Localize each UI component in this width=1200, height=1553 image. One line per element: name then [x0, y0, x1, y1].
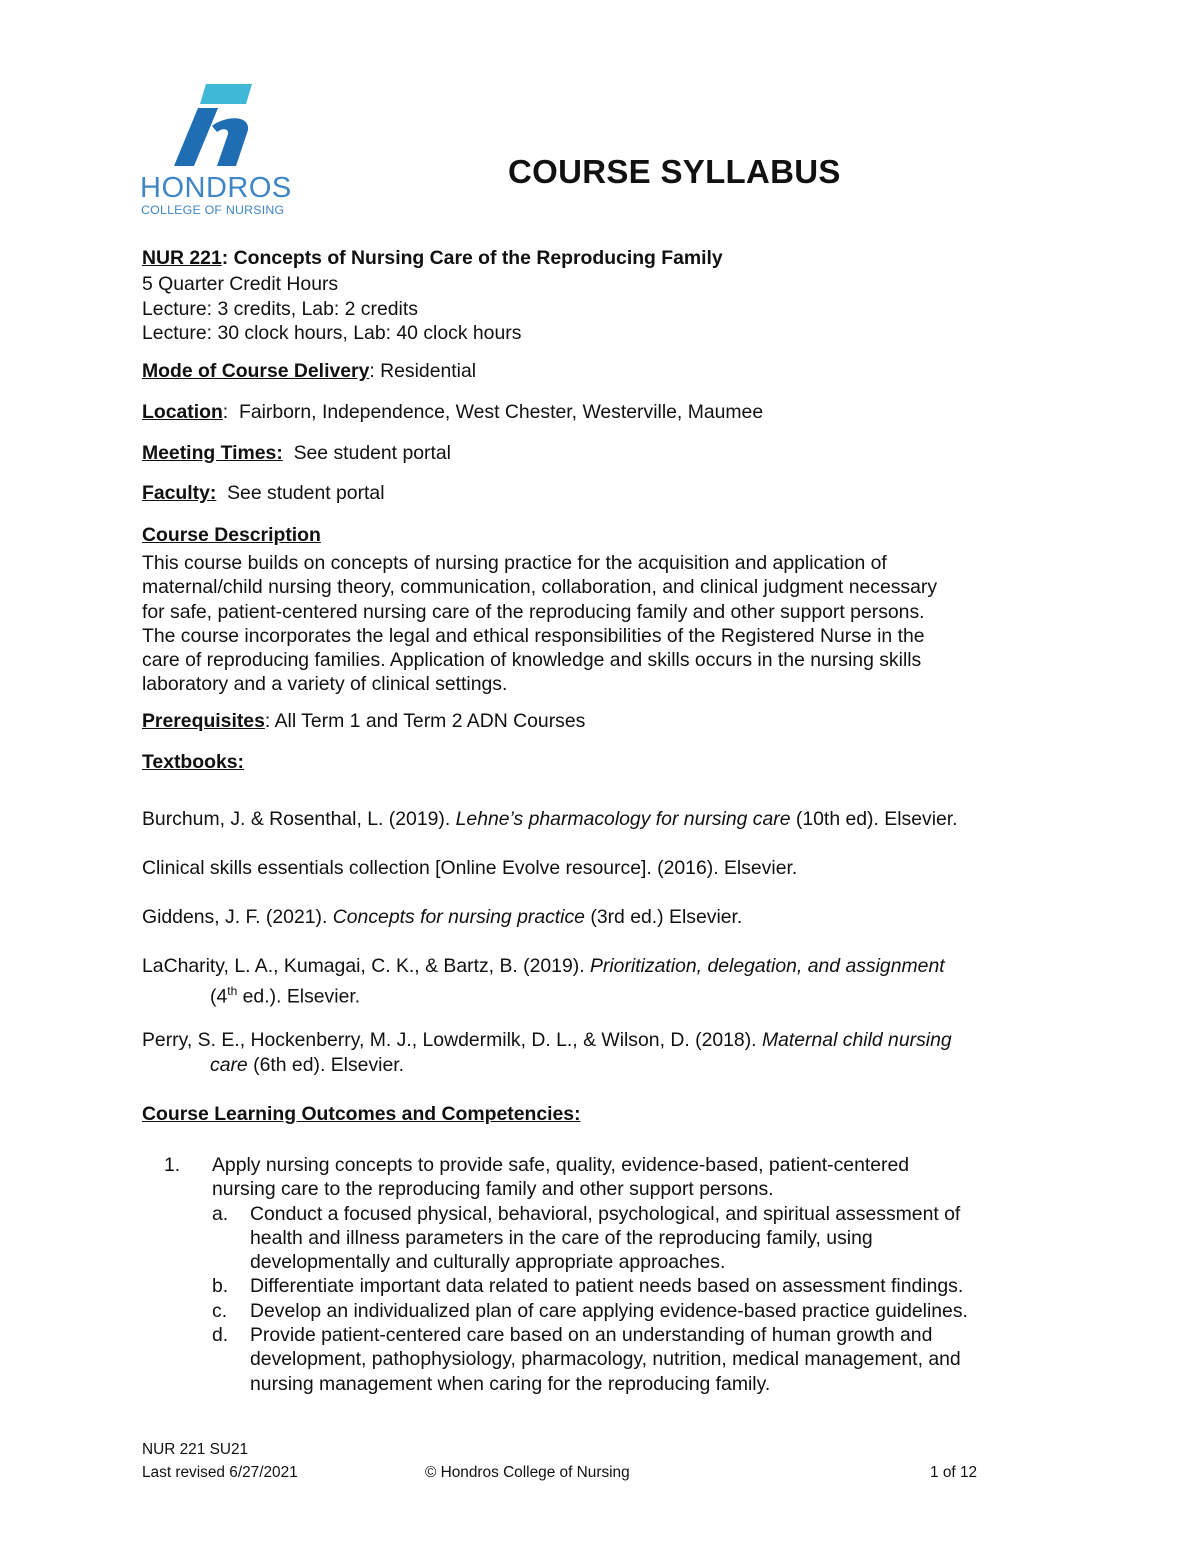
description-line: The course incorporates the legal and ethical responsibilities of the Registered Nurse in the: [142, 624, 925, 647]
hondros-logo: [140, 82, 292, 217]
prerequisites-label: Prerequisites: [142, 710, 265, 732]
hondros-h-logo-icon: [172, 82, 258, 168]
ref-publisher: (6th ed). Elsevier.: [247, 1053, 405, 1076]
location: [142, 401, 763, 424]
description-line: This course builds on concepts of nursing practice for the acquisition and application of: [142, 552, 887, 574]
description-line: laboratory and a variety of clinical settings.: [142, 673, 508, 696]
list-item: [142, 1323, 1102, 1396]
credits-split: Lecture: 3 credits, Lab: 2 credits: [142, 297, 418, 320]
ref-title: Concepts for nursing practice: [332, 906, 585, 928]
footer-course: NUR 221 SU21: [142, 1441, 249, 1458]
outcome-line: Apply nursing concepts to provide safe, quality, evidence-based, patient-centered: [212, 1154, 910, 1176]
meeting-value: See student portal: [293, 442, 451, 464]
competency-line: health and illness parameters in the care of the reproducing family, using: [250, 1226, 873, 1249]
ref-authors: Perry, S. E., Hockenberry, M. J., Lowdermilk, D. L., & Wilson, D. (2018).: [142, 1029, 762, 1051]
textbook-ref: [142, 954, 945, 1008]
ref-authors: LaCharity, L. A., Kumagai, C. K., & Bartz, B. (2019).: [142, 955, 590, 977]
competency-letter: b.: [212, 1275, 229, 1298]
faculty-label: Faculty:: [142, 482, 217, 504]
ref-title: Prioritization, delegation, and assignment: [589, 955, 945, 977]
clock-hours: Lecture: 30 clock hours, Lab: 40 clock hours: [142, 322, 522, 344]
location-sep: :: [222, 401, 239, 423]
prerequisites-value: All Term 1 and Term 2 ADN Courses: [274, 710, 586, 732]
competency-line: Develop an individualized plan of care applying evidence-based practice guidelines.: [250, 1299, 968, 1322]
description-line: maternal/child nursing theory, communication, collaboration, and clinical judgment necessary: [142, 576, 938, 599]
credits-block: [142, 272, 521, 346]
course-code: NUR 221: [142, 247, 222, 269]
competency-line: nursing management when caring for the reproducing family.: [250, 1372, 771, 1395]
logo-subtitle: COLLEGE OF NURSING: [141, 203, 285, 217]
competency-line: development, pathophysiology, pharmacology, nutrition, medical management, and: [250, 1348, 961, 1371]
description-line: for safe, patient-centered nursing care of the reproducing family and other support persons.: [142, 600, 925, 623]
ref-authors: Clinical skills essentials collection [Online Evolve resource]. (2016). Elsevier.: [142, 857, 798, 879]
textbook-ref: [142, 1028, 952, 1077]
description-body: [142, 551, 937, 697]
mode-label: Mode of Course Delivery: [142, 360, 370, 382]
prerequisites-sep: :: [264, 710, 275, 732]
credit-hours: 5 Quarter Credit Hours: [142, 273, 339, 295]
outcomes-heading: Course Learning Outcomes and Competencies:: [142, 1103, 581, 1125]
competency-letter: a.: [212, 1202, 229, 1225]
footer-revised: Last revised 6/27/2021: [142, 1464, 298, 1481]
meeting-times: [142, 442, 451, 465]
location-value: Fairborn, Independence, West Chester, Westerville, Maumee: [238, 401, 764, 423]
outcome-number: 1.: [164, 1154, 181, 1176]
course-heading: [142, 246, 723, 271]
footer-page-number: 1 of 12: [930, 1464, 978, 1481]
competency-letter: c.: [212, 1299, 228, 1322]
competency-line: Conduct a focused physical, behavioral, psychological, and spiritual assessment of: [250, 1202, 961, 1225]
ref-edition: (4: [210, 984, 228, 1007]
prerequisites: [142, 710, 585, 733]
outcomes-list: [142, 1153, 1102, 1396]
mode-of-delivery: [142, 360, 476, 383]
ref-authors: Burchum, J. & Rosenthal, L. (2019).: [142, 808, 456, 830]
ref-title-cont: care: [210, 1053, 248, 1076]
list-item: [142, 1202, 1102, 1275]
mode-sep: :: [369, 360, 381, 382]
description-line: care of reproducing families. Application of knowledge and skills occurs in the nursing skills: [142, 649, 922, 672]
footer-copyright: © Hondros College of Nursing: [425, 1464, 630, 1481]
ref-publisher: (3rd ed.) Elsevier.: [584, 906, 743, 928]
ref-edition-sup: th: [227, 983, 238, 998]
ref-publisher: (10th ed). Elsevier.: [790, 808, 958, 830]
textbooks-heading: Textbooks:: [142, 751, 244, 773]
ref-authors: Giddens, J. F. (2021).: [142, 906, 333, 928]
list-item: [142, 1299, 1102, 1323]
competency-line: Provide patient-centered care based on an understanding of human growth and: [250, 1324, 933, 1347]
ref-publisher: ed.). Elsevier.: [237, 984, 361, 1007]
faculty-sep: [216, 482, 227, 504]
ref-title: Lehne’s pharmacology for nursing care: [455, 808, 791, 830]
list-item: [142, 1274, 1102, 1298]
list-item: [142, 1153, 1102, 1202]
description-heading: Course Description: [142, 524, 321, 546]
textbook-ref: [142, 807, 958, 832]
course-name: : Concepts of Nursing Care of the Reproducing Family: [221, 247, 723, 269]
meeting-sep: [283, 442, 294, 464]
mode-value: Residential: [380, 360, 477, 382]
logo-name: HONDROS: [140, 172, 292, 204]
competency-line: Differentiate important data related to patient needs based on assessment findings.: [250, 1275, 964, 1298]
faculty: [142, 482, 385, 505]
meeting-label: Meeting Times:: [142, 442, 283, 464]
textbook-ref: [142, 856, 797, 881]
outcome-line: nursing care to the reproducing family and other support persons.: [212, 1178, 774, 1201]
page-title: COURSE SYLLABUS: [508, 153, 841, 190]
textbook-ref: [142, 905, 742, 930]
location-label: Location: [142, 401, 223, 423]
faculty-value: See student portal: [227, 482, 385, 504]
competency-line: developmentally and culturally appropriate approaches.: [250, 1251, 726, 1274]
ref-title: Maternal child nursing: [761, 1029, 952, 1051]
competency-letter: d.: [212, 1324, 229, 1347]
